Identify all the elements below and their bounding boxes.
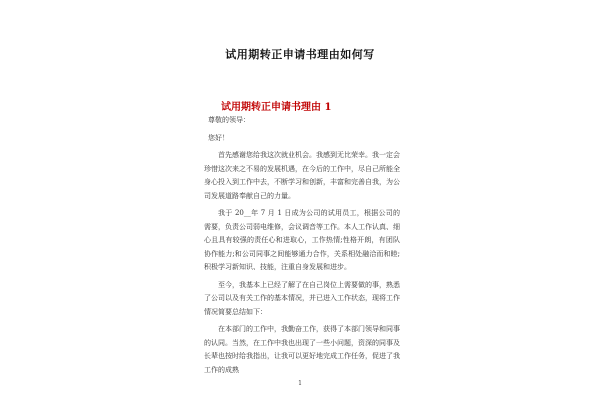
paragraph-4: 在本部门的工作中，我勤奋工作，获得了本部门领导和同事的认同。当然，在工作中我也出现了一些小问题，资深的同事及长辈也按时给我指出，让我可以更好地完成工作任务，促进了我工作的成熟 (204, 325, 400, 374)
paragraph-3: 至今，我基本上已经了解了在自己岗位上需要做的事，熟悉了公司以及有关工作的基本情况，并已进入工作状态，现将工作情况简要总结如下： (204, 280, 400, 316)
paragraph-1: 首先感谢您给我这次就业机会。我感到无比荣幸。我一定会珍惜这次来之不易的发展机遇，在今后的工作中，尽自己所能全身心投入到工作中去，不断学习和创新，丰富和完善自我，为公司发展道路奉献自己的力量。 (204, 151, 400, 200)
salutation: 尊敬的领导： (208, 116, 250, 124)
paragraph-2: 我于 20__年 7 月 1 日成为公司的试用员工，根据公司的需要，负责公司弱电维修，会议调音等工作。本人工作认真、细心且具有较强的责任心和进取心，工作热情;性格开朗，有团队协作能力;和公司同事之间能够通力合作，关系相处融洽而和睦;积极学习新知识、技能，注重自身发展和进步。 (204, 209, 400, 271)
section-heading: 试用期转正申请书理由 1 (221, 102, 332, 113)
page-number: 1 (298, 380, 302, 387)
document-title: 试用期转正申请书理由如何写 (225, 48, 375, 61)
greeting: 您好！ (208, 133, 229, 142)
document-body (204, 114, 400, 381)
